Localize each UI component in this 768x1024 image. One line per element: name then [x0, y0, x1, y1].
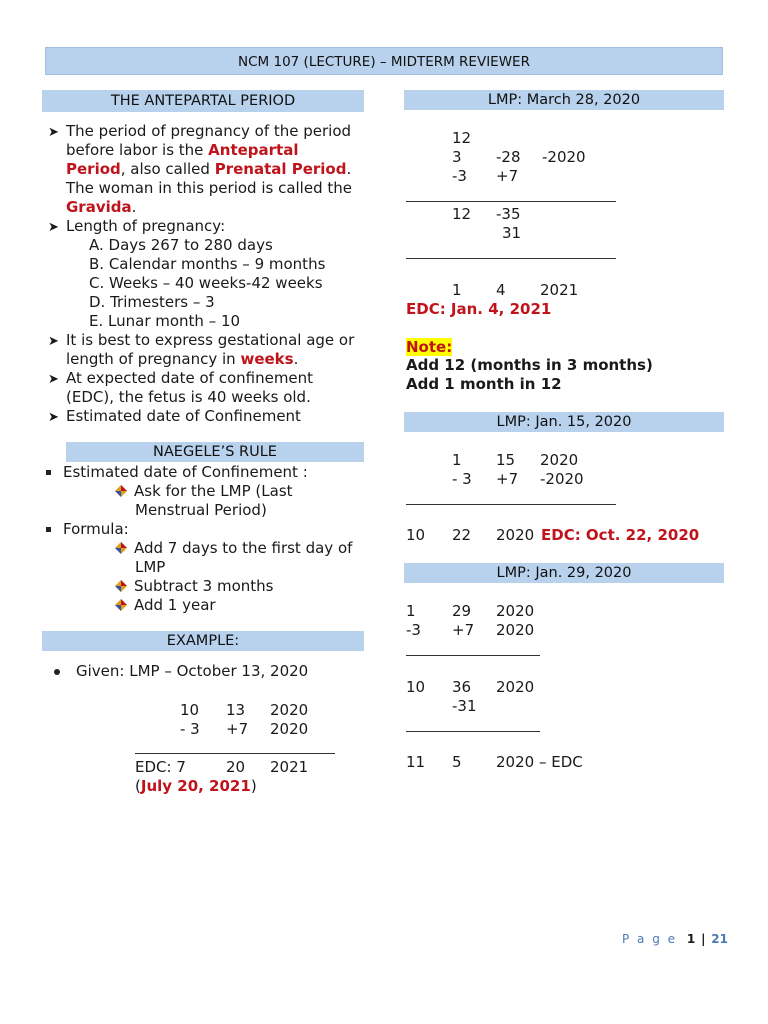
- list-item: E. Lunar month – 10: [89, 312, 241, 330]
- antepartal-heading: THE ANTEPARTAL PERIOD: [42, 90, 364, 112]
- arrow-bullet-icon: ➤: [48, 410, 59, 425]
- lmp-jan29-heading: LMP: Jan. 29, 2020: [404, 563, 724, 583]
- antepartal-definition-line4: The woman in this period is called the: [66, 179, 352, 197]
- example-edc-result: (July 20, 2021): [135, 777, 257, 795]
- calc-value: -2020: [540, 470, 584, 488]
- lmp-jan15-heading: LMP: Jan. 15, 2020: [404, 412, 724, 432]
- divider: [406, 655, 540, 656]
- example-day-adjust: +7: [226, 720, 249, 738]
- bullet-antepartal-definition: ➤ The period of pregnancy of the period: [48, 122, 352, 140]
- calc-value: -35: [496, 205, 521, 223]
- calc-value: +7: [496, 470, 519, 488]
- calc-value: 2020: [496, 602, 535, 620]
- calc-value: 4: [496, 281, 506, 299]
- sub-bullet-subtract-3-months: Subtract 3 months: [114, 577, 274, 596]
- calc-value: 1: [452, 451, 462, 469]
- document-title: NCM 107 (LECTURE) – MIDTERM REVIEWER: [45, 47, 723, 75]
- bullet-estimated-date-confinement: Estimated date of Confinement :: [46, 463, 308, 482]
- calc-value: 2021: [540, 281, 579, 299]
- calc-value: 10: [406, 526, 426, 544]
- calc-value: 1: [452, 281, 462, 299]
- example-edc-month: EDC: 7: [135, 758, 186, 776]
- bullet-gestational-age: ➤ It is best to express gestational age or: [48, 331, 355, 349]
- example-edc-day: 20: [226, 758, 246, 776]
- calc-value: 2020: [496, 678, 535, 696]
- calc-value: 11: [406, 753, 426, 771]
- note-line: Add 12 (months in 3 months): [406, 356, 653, 374]
- calc-value: 22: [452, 526, 472, 544]
- diamond-bullet-icon: [114, 577, 134, 595]
- calc-value: -28: [496, 148, 521, 166]
- gestational-age-line2: length of pregnancy in weeks.: [66, 350, 299, 368]
- arrow-bullet-icon: ➤: [48, 125, 59, 140]
- square-bullet-icon: [46, 527, 51, 532]
- calc-value: 12: [452, 205, 472, 223]
- antepartal-definition-line2: before labor is the Antepartal: [66, 141, 299, 159]
- calc-value: -31: [452, 697, 477, 715]
- lmp-march-heading: LMP: March 28, 2020: [404, 90, 724, 110]
- calc-value: 1: [406, 602, 416, 620]
- calc-value: - 3: [452, 470, 472, 488]
- arrow-bullet-icon: ➤: [48, 334, 59, 349]
- list-item: B. Calendar months – 9 months: [89, 255, 326, 273]
- page-number: P a g e 1 | 21: [622, 932, 728, 946]
- divider: [135, 753, 335, 754]
- sub-bullet-add-7-days: Add 7 days to the first day of: [114, 539, 352, 558]
- edc-fetus-line2: (EDC), the fetus is 40 weeks old.: [66, 388, 311, 406]
- divider: [406, 731, 540, 732]
- list-item: D. Trimesters – 3: [89, 293, 215, 311]
- arrow-bullet-icon: ➤: [48, 372, 59, 387]
- calc-value: 10: [406, 678, 426, 696]
- sub-bullet-add-1-year: Add 1 year: [114, 596, 216, 615]
- given-lmp: Given: LMP – October 13, 2020: [54, 662, 308, 681]
- note-label: Note:: [406, 338, 453, 356]
- calc-value: 2020 – EDC: [496, 753, 583, 771]
- edc-result-jan15: EDC: Oct. 22, 2020: [541, 526, 700, 544]
- example-day: 13: [226, 701, 246, 719]
- calc-value: 36: [452, 678, 472, 696]
- divider: [406, 504, 616, 505]
- calc-value: 2020: [540, 451, 579, 469]
- sub-bullet-add-7-days-line2: LMP: [135, 558, 166, 576]
- note-line: Add 1 month in 12: [406, 375, 562, 393]
- calc-value: 31: [502, 224, 522, 242]
- example-heading: EXAMPLE:: [42, 631, 364, 651]
- bullet-estimated-date: ➤ Estimated date of Confinement: [48, 407, 301, 425]
- list-item: A. Days 267 to 280 days: [89, 236, 273, 254]
- example-month: 10: [180, 701, 200, 719]
- example-month-adjust: - 3: [180, 720, 200, 738]
- calc-value: +7: [496, 167, 519, 185]
- calc-value: 12: [452, 129, 472, 147]
- calc-value: -3: [452, 167, 467, 185]
- example-year-adjust: 2020: [270, 720, 309, 738]
- edc-result-march: EDC: Jan. 4, 2021: [406, 300, 552, 318]
- calc-value: -3: [406, 621, 421, 639]
- square-bullet-icon: [46, 470, 51, 475]
- divider: [406, 258, 616, 259]
- divider: [406, 201, 616, 202]
- bullet-edc-fetus: ➤ At expected date of confinement: [48, 369, 314, 387]
- calc-value: 2020: [496, 526, 535, 544]
- calc-value: 5: [452, 753, 462, 771]
- calc-value: 15: [496, 451, 516, 469]
- diamond-bullet-icon: [114, 539, 134, 557]
- calc-value: 3: [452, 148, 462, 166]
- bullet-length-of-pregnancy: ➤ Length of pregnancy:: [48, 217, 226, 235]
- diamond-bullet-icon: [114, 596, 134, 614]
- diamond-bullet-icon: [114, 482, 134, 500]
- calc-value: -2020: [542, 148, 586, 166]
- antepartal-definition-line5: Gravida.: [66, 198, 137, 216]
- calc-value: 29: [452, 602, 472, 620]
- example-edc-year: 2021: [270, 758, 309, 776]
- calc-value: 2020: [496, 621, 535, 639]
- bullet-formula: Formula:: [46, 520, 129, 539]
- arrow-bullet-icon: ➤: [48, 220, 59, 235]
- list-item: C. Weeks – 40 weeks-42 weeks: [89, 274, 323, 292]
- dot-bullet-icon: [54, 669, 60, 675]
- sub-bullet-ask-lmp-line2: Menstrual Period): [135, 501, 267, 519]
- naegele-heading: NAEGELE’S RULE: [66, 442, 364, 462]
- antepartal-definition-line3: Period, also called Prenatal Period.: [66, 160, 352, 178]
- example-year: 2020: [270, 701, 309, 719]
- calc-value: +7: [452, 621, 475, 639]
- sub-bullet-ask-lmp: Ask for the LMP (Last: [114, 482, 293, 501]
